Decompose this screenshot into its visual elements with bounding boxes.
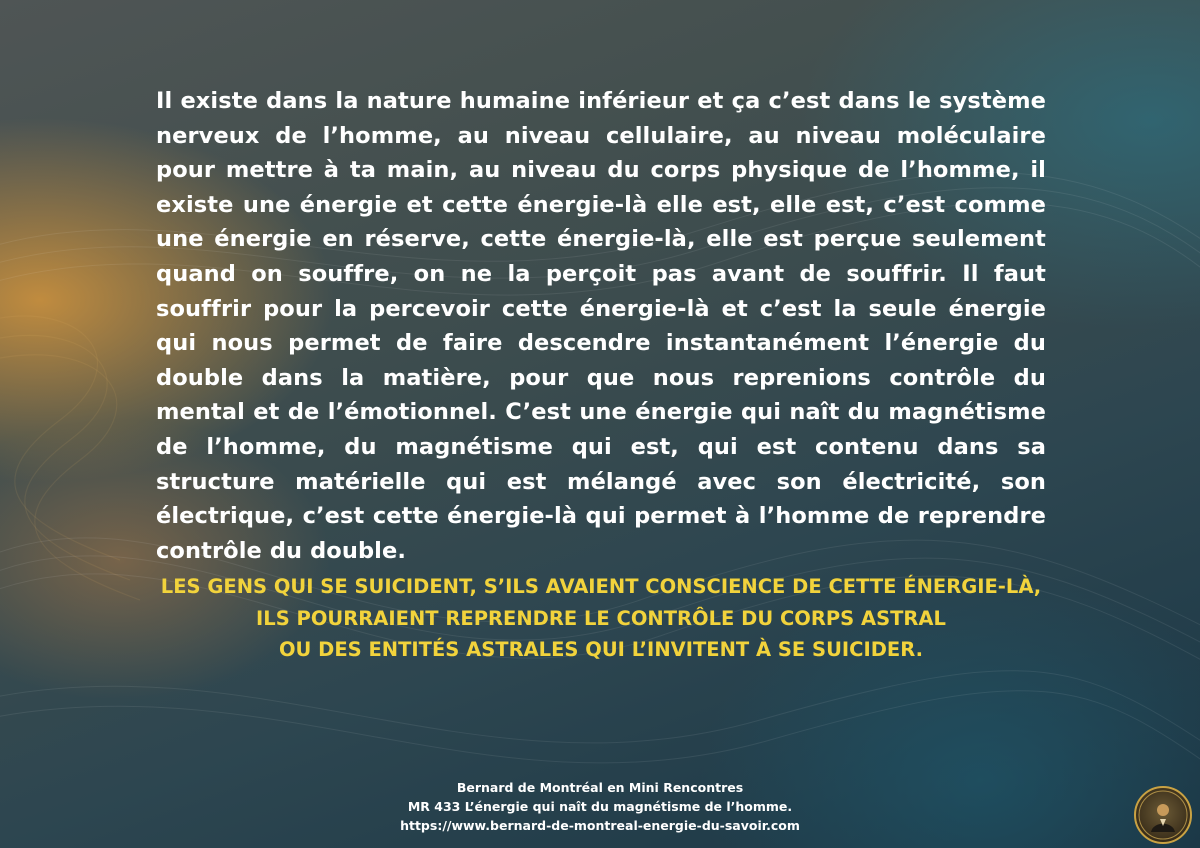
quote-block xyxy=(156,84,1046,666)
footer-credits xyxy=(300,778,900,835)
quote-body-text: Il existe dans la nature humaine inférieur et ça c’est dans le système nerveux de l’homme, au niveau cellulaire, au niveau moléculaire pour mettre à ta main, au niveau du corps physique de l’homme, il existe une énergie et cette énergie-là elle est, elle est, c’est comme une énergie en réserve, cette énergie-là, elle est perçue seulement quand on souffre, on ne la perçoit pas avant de souffrir. Il faut souffrir pour la percevoir cette énergie-là et c’est la seule énergie qui nous permet de faire descendre instantanément l’énergie du double dans la matière, pour que nous reprenions contrôle du mental et de l’émotionnel. C’est une énergie qui naît du magnétisme de l’homme, du magnétisme qui est, qui est contenu dans sa structure matérielle qui est mélangé avec son électricité, son électrique, c’est cette énergie-là qui permet à l’homme de reprendre contrôle du double. xyxy=(156,88,1046,564)
highlight-line-2: ILS POURRAIENT REPRENDRE LE CONTRÔLE DU CORPS ASTRAL xyxy=(256,606,946,630)
footer-url-link[interactable]: https://www.bernard-de-montreal-energie-du-savoir.com xyxy=(400,818,800,833)
footer-author: Bernard de Montréal en Mini Rencontres xyxy=(456,780,744,795)
quote-highlight xyxy=(156,571,1046,666)
portrait-seal-icon xyxy=(1134,786,1192,844)
highlight-line-3: OU DES ENTITÉS ASTRALES QUI L’INVITENT À SE SUICIDER. xyxy=(278,638,924,662)
highlight-line-1: LES GENS QUI SE SUICIDENT, S’ILS AVAIENT CONSCIENCE DE CETTE ÉNERGIE-LÀ, xyxy=(160,575,1042,599)
footer-reference: MR 433 L’énergie qui naît du magnétisme de l’homme. xyxy=(407,799,793,814)
